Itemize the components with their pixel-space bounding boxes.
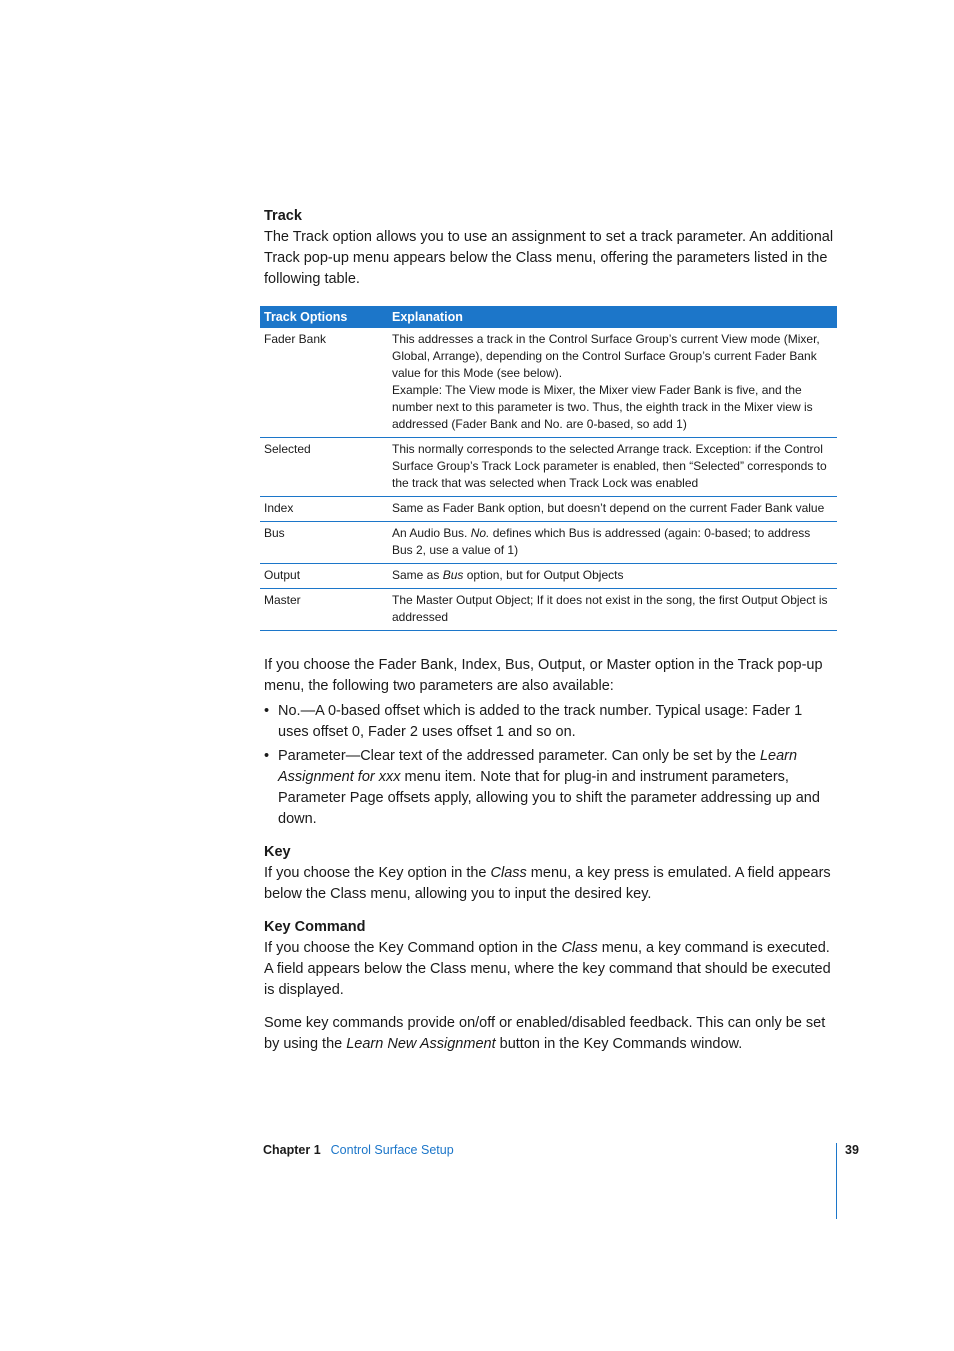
key-section: [264, 842, 836, 905]
table-row: [260, 564, 837, 589]
key-command-text: [264, 938, 836, 1001]
after-table-section: [264, 655, 836, 1055]
text-part: menu, a key command is executed. A field appears below the Class menu, where the key command that should be executed is displayed.: [264, 940, 831, 998]
emphasis: Class: [490, 865, 527, 881]
table-row: [260, 328, 837, 438]
text-part: If you choose the Key Command option in the: [264, 940, 562, 956]
page-number: 39: [845, 1143, 859, 1157]
text-part: An Audio Bus.: [392, 526, 471, 540]
option-cell: Fader Bank: [260, 328, 388, 438]
option-cell: Selected: [260, 438, 388, 497]
emphasis: Bus: [442, 568, 464, 582]
emphasis: No.: [470, 526, 490, 540]
text-part: menu item. Note that for plug-in and instrument parameters, Parameter Page offsets apply, allowing you to shift the parameter addressing up and down.: [278, 769, 820, 827]
explanation-text: This addresses a track in the Control Surface Group’s current View mode (Mixer, Global, Arrange), depending on the Control Surface Group’s current Fader Bank value for this Mode (see below).: [392, 332, 820, 380]
explanation-cell: Same as Fader Bank option, but doesn’t depend on the current Fader Bank value: [388, 497, 837, 522]
explanation-cell: This normally corresponds to the selected Arrange track. Exception: if the Control Surface Group’s Track Lock parameter is enabled, then “Selected” corresponds to the track that was selected when Track Lock was enabled: [388, 438, 837, 497]
text-part: Parameter—Clear text of the addressed parameter. Can only be set by the: [278, 748, 760, 764]
table-row: [260, 497, 837, 522]
key-command-heading: Key Command: [264, 919, 366, 935]
footer-divider: [836, 1143, 837, 1219]
option-cell: Master: [260, 589, 388, 631]
key-heading: Key: [264, 844, 291, 860]
explanation-example: Example: The View mode is Mixer, the Mixer view Fader Bank is five, and the number next to this parameter is two. Thus, the eighth track in the Mixer view is addressed (Fader Bank and No. are 0-based, so add 1): [392, 383, 813, 431]
text-part: Same as: [392, 568, 443, 582]
track-options-table: [260, 306, 837, 631]
page-footer: [263, 1143, 454, 1157]
list-item: [264, 746, 836, 830]
parameters-intro: If you choose the Fader Bank, Index, Bus, Output, or Master option in the Track pop-up menu, the following two parameters are also available:: [264, 657, 823, 694]
emphasis: Class: [561, 940, 598, 956]
track-intro: The Track option allows you to use an assignment to set a track parameter. An additional Track pop-up menu appears below the Class menu, offering the parameters listed in the following table.: [264, 229, 834, 287]
track-heading: Track: [264, 208, 302, 224]
table-header-options: Track Options: [260, 306, 388, 328]
text-part: Some key commands provide on/off or enabled/disabled feedback. This can only be set by using the: [264, 1015, 826, 1052]
key-command-section: [264, 917, 836, 1055]
list-item: • No.—A 0-based offset which is added to the track number. Typical usage: Fader 1 uses offset 0, Fader 2 uses offset 1 and so on.: [264, 701, 836, 743]
chapter-title-link[interactable]: Control Surface Setup: [330, 1143, 454, 1157]
key-text: [264, 863, 836, 905]
table-header-explanation: Explanation: [388, 306, 837, 328]
text-part: defines which Bus is addressed (again: 0-based; to address Bus 2, use a value of 1): [392, 526, 811, 557]
key-command-feedback: [264, 1013, 836, 1055]
emphasis: Learn Assignment for xxx: [278, 748, 798, 785]
option-cell: Bus: [260, 522, 388, 564]
explanation-cell: [388, 328, 837, 438]
text-part: If you choose the Key option in the: [264, 865, 491, 881]
emphasis: Learn New Assignment: [346, 1036, 496, 1052]
text-part: button in the Key Commands window.: [495, 1036, 743, 1052]
track-section: [264, 206, 836, 290]
explanation-cell: [388, 522, 837, 564]
explanation-cell: The Master Output Object; If it does not exist in the song, the first Output Object is addressed: [388, 589, 837, 631]
table-row: [260, 589, 837, 631]
parameter-list: [264, 701, 836, 830]
option-cell: Output: [260, 564, 388, 589]
table-row: [260, 522, 837, 564]
text-part: menu, a key press is emulated. A field appears below the Class menu, allowing you to input the desired key.: [264, 865, 831, 902]
table-row: [260, 438, 837, 497]
text-part: option, but for Output Objects: [463, 568, 624, 582]
option-cell: Index: [260, 497, 388, 522]
explanation-cell: [388, 564, 837, 589]
chapter-label: Chapter 1: [263, 1143, 321, 1157]
